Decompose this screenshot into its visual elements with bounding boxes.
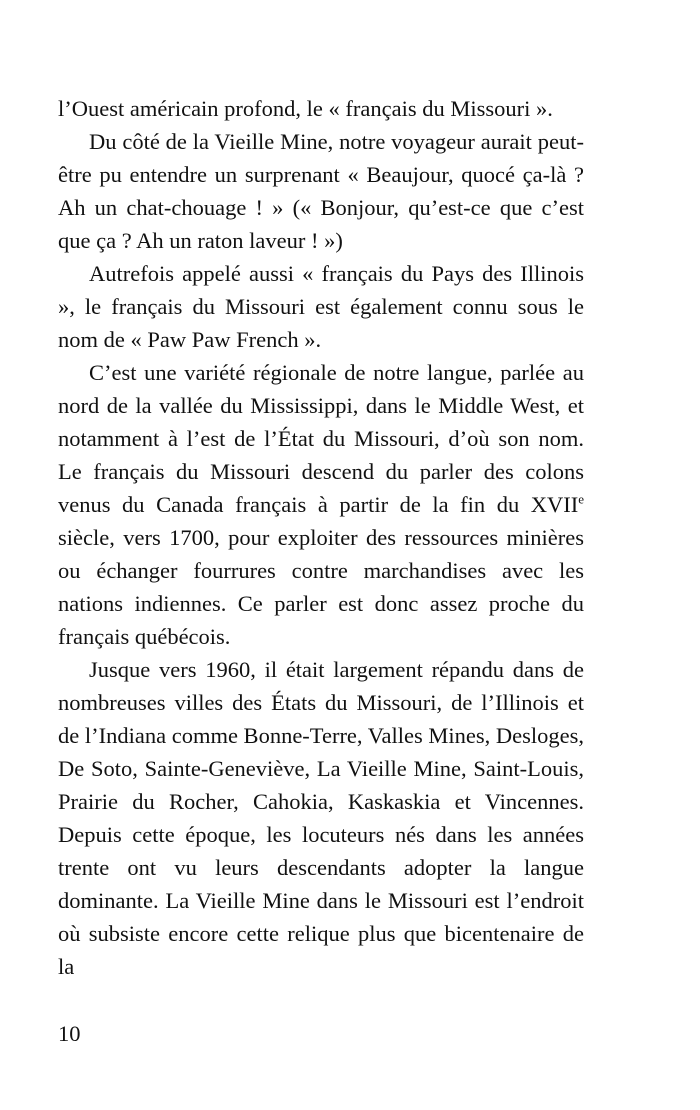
paragraph-regional-variety <box>58 356 584 653</box>
century-superscript: e <box>578 491 584 507</box>
page-number: 10 <box>58 1021 81 1046</box>
paragraph-regional-variety-part-2: siècle, vers 1700, pour exploiter des ressources minières ou échanger fourrures contre marchandises avec les nations indiennes. Ce parler est donc assez proche du français québécois. <box>58 525 584 649</box>
page-body <box>58 92 584 983</box>
paragraph-vieille-mine-greeting: Du côté de la Vieille Mine, notre voyageur aurait peut-être pu entendre un surprenant « Beaujour, quocé ça-là ? Ah un chat-chouage ! » (« Bonjour, qu’est-ce que c’est que ça ? Ah un raton laveur ! ») <box>58 129 584 253</box>
paragraph-until-1960: Jusque vers 1960, il était largement répandu dans de nombreuses villes des États du Missouri, de l’Illinois et de l’Indiana comme Bonne-Terre, Valles Mines, Desloges, De Soto, Sainte-Geneviève, La Vieille Mine, Saint-Louis, Prairie du Rocher, Cahokia, Kaskaskia et Vincennes. Depuis cette époque, les locuteurs nés dans les années trente ont vu leurs descendants adopter la langue dominante. La Vieille Mine dans le Missouri est l’endroit où subsiste encore cette relique plus que bicentenaire de la <box>58 657 584 979</box>
paragraph-paw-paw-french: Autrefois appelé aussi « français du Pays des Illinois », le français du Missouri est également connu sous le nom de « Paw Paw French ». <box>58 261 584 352</box>
paragraph-regional-variety-part-1: C’est une variété régionale de notre langue, parlée au nord de la vallée du Mississippi, dans le Middle West, et notamment à l’est de l’État du Missouri, d’où son nom. Le français du Missouri descend du parler des colons venus du Canada français à partir de la fin du XVII <box>58 360 584 517</box>
paragraph-continuation: l’Ouest américain profond, le « français du Missouri ». <box>58 96 553 121</box>
